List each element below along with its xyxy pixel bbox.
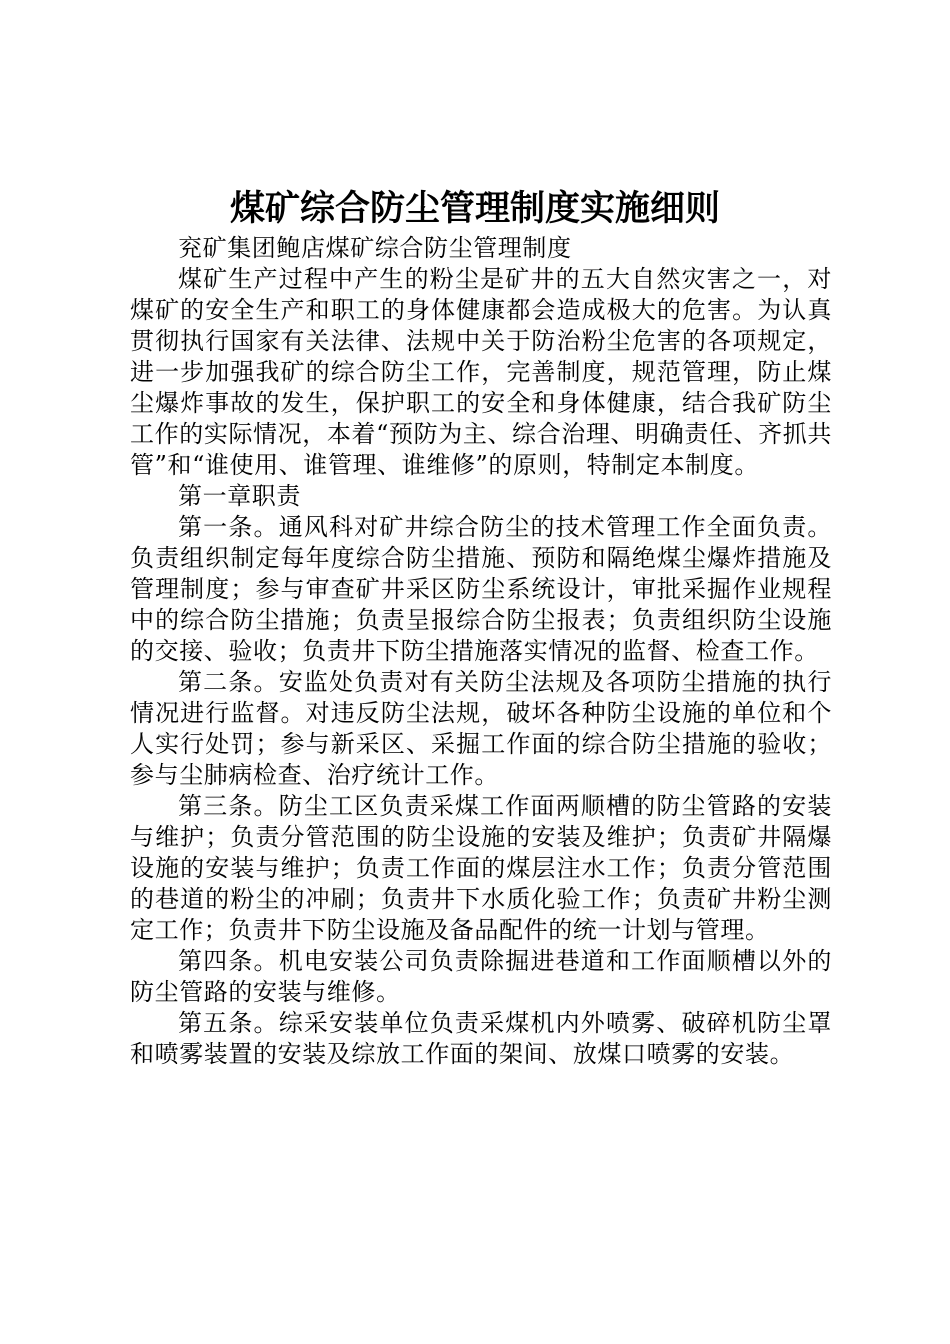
subtitle-paragraph: 兖矿集团鲍店煤矿综合防尘管理制度: [178, 234, 572, 262]
intro-paragraph: 煤矿生产过程中产生的粉尘是矿井的五大自然灾害之一，对煤矿的安全生产和职工的身体健康都会造成极大的危害。为认真贯彻执行国家有关法律、法规中关于防治粉尘危害的各项规定，进一步加强我矿的综合防尘工作，完善制度，规范管理，防止煤尘爆炸事故的发生，保护职工的安全和身体健康，结合我矿防尘工作的实际情况，本着“预防为主、综合治理、明确责任、齐抓共管”和“谁使用、谁管理、谁维修”的原则，特制定本制度。: [130, 265, 832, 479]
document-body: [130, 233, 832, 1070]
article-5-paragraph: 第五条。综采安装单位负责采煤机内外喷雾、破碎机防尘罩和喷雾装置的安装及综放工作面的架间、放煤口喷雾的安装。: [130, 1009, 832, 1068]
document-title: 煤矿综合防尘管理制度实施细则: [229, 188, 720, 229]
article-4-paragraph: 第四条。机电安装公司负责除掘进巷道和工作面顺槽以外的防尘管路的安装与维修。: [130, 947, 832, 1006]
article-1-paragraph: 第一条。通风科对矿井综合防尘的技术管理工作全面负责。负责组织制定每年度综合防尘措施、预防和隔绝煤尘爆炸措施及管理制度；参与审查矿井采区防尘系统设计，审批采掘作业规程中的综合防尘措施；负责呈报综合防尘报表；负责组织防尘设施的交接、验收；负责井下防尘措施落实情况的监督、检查工作。: [130, 513, 832, 665]
article-2-paragraph: 第二条。安监处负责对有关防尘法规及各项防尘措施的执行情况进行监督。对违反防尘法规，破坏各种防尘设施的单位和个人实行处罚；参与新采区、采掘工作面的综合防尘措施的验收；参与尘肺病检查、治疗统计工作。: [130, 668, 832, 789]
chapter-heading: 第一章职责: [178, 482, 301, 510]
article-3-paragraph: 第三条。防尘工区负责采煤工作面两顺槽的防尘管路的安装与维护；负责分管范围的防尘设施的安装及维护；负责矿井隔爆设施的安装与维护；负责工作面的煤层注水工作；负责分管范围的巷道的粉尘的冲刷；负责井下水质化验工作；负责矿井粉尘测定工作；负责井下防尘设施及备品配件的统一计划与管理。: [130, 792, 832, 944]
